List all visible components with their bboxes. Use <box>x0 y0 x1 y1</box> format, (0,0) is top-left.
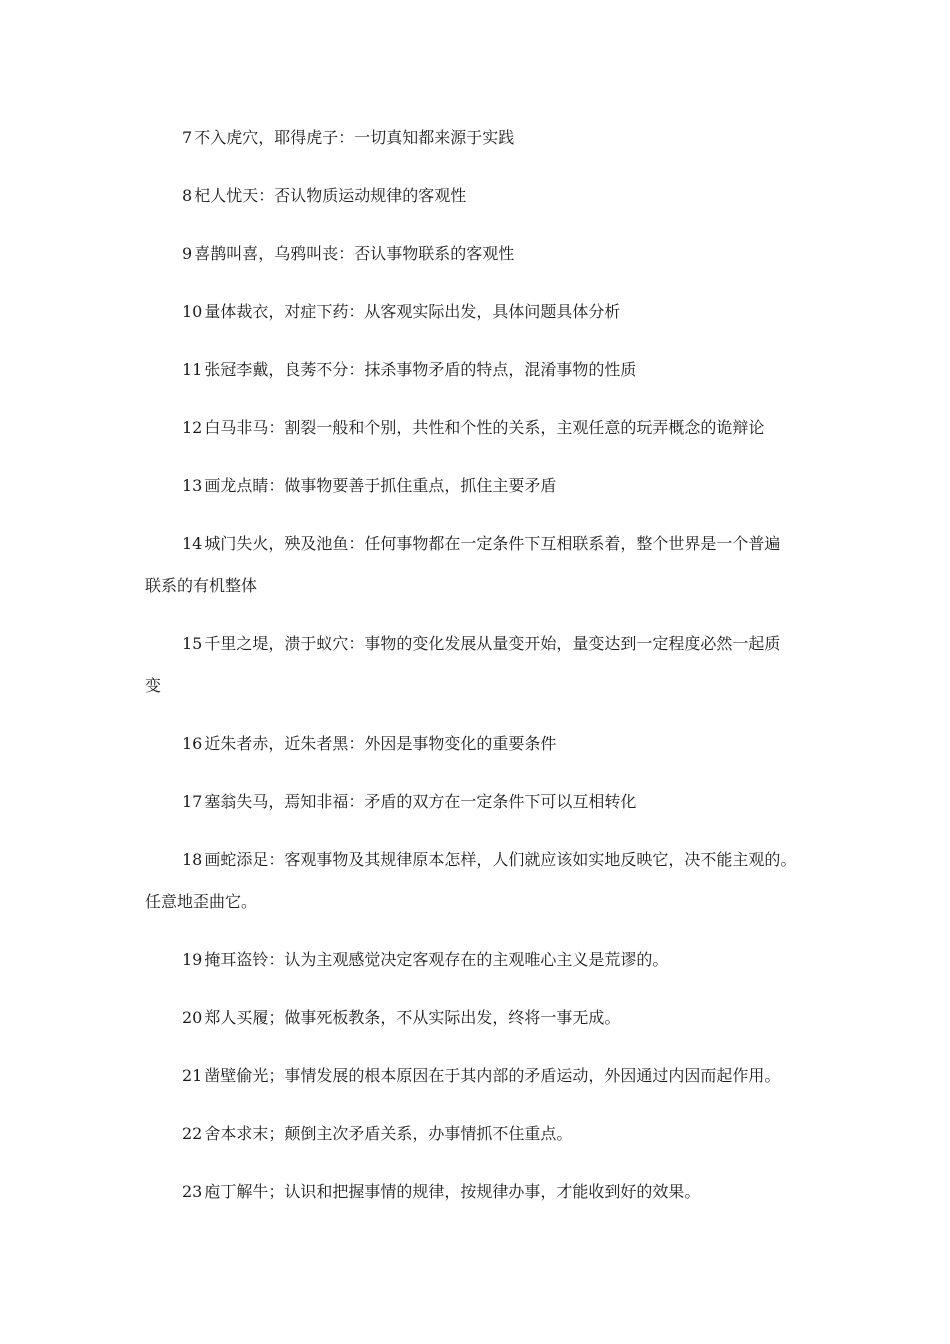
entry-text: 掩耳盗铃：认为主观感觉决定客观存在的主观唯心主义是荒谬的。 <box>204 950 669 969</box>
entry-text: 近朱者赤，近朱者黑：外因是事物变化的重要条件 <box>204 734 557 753</box>
entry-text: 喜鹊叫喜，乌鸦叫丧：否认事物联系的客观性 <box>194 244 515 263</box>
entry-number: 22 <box>182 1124 203 1143</box>
idiom-entry-9 <box>145 246 825 262</box>
entry-number: 8 <box>182 186 193 205</box>
entry-number: 19 <box>182 950 203 969</box>
idiom-entry-15 <box>145 636 825 694</box>
entry-text: 量体裁衣，对症下药：从客观实际出发，具体问题具体分析 <box>204 302 621 321</box>
entry-number: 11 <box>182 360 203 379</box>
entry-number: 17 <box>182 792 203 811</box>
entry-number: 16 <box>182 734 203 753</box>
entry-continuation: 变 <box>145 676 162 695</box>
idiom-entry-17 <box>145 794 825 810</box>
idiom-entry-16 <box>145 736 825 752</box>
entry-text: 杞人忧天：否认物质运动规律的客观性 <box>194 186 467 205</box>
idiom-entry-11 <box>145 362 825 378</box>
entry-continuation: 联系的有机整体 <box>145 576 258 595</box>
idiom-entry-23 <box>145 1184 825 1200</box>
entry-number: 15 <box>182 634 203 653</box>
entry-number: 12 <box>182 418 203 437</box>
entry-text: 不入虎穴，耶得虎子：一切真知都来源于实践 <box>194 128 515 147</box>
entry-text: 白马非马：割裂一般和个别，共性和个性的关系，主观任意的玩弄概念的诡辩论 <box>204 418 765 437</box>
entry-number: 13 <box>182 476 203 495</box>
idiom-entry-14 <box>145 536 825 594</box>
entry-text: 塞翁失马，焉知非福：矛盾的双方在一定条件下可以互相转化 <box>204 792 637 811</box>
entry-number: 20 <box>182 1008 203 1027</box>
entry-number: 21 <box>182 1066 203 1085</box>
idiom-entry-22 <box>145 1126 825 1142</box>
entry-number: 23 <box>182 1182 203 1201</box>
entry-text: 庖丁解牛；认识和把握事情的规律，按规律办事，才能收到好的效果。 <box>204 1182 701 1201</box>
entry-text: 舍本求末；颠倒主次矛盾关系，办事情抓不住重点。 <box>204 1124 573 1143</box>
idiom-entry-12 <box>145 420 825 436</box>
entry-text: 郑人买履；做事死板教条，不从实际出发，终将一事无成。 <box>204 1008 621 1027</box>
entry-number: 10 <box>182 302 203 321</box>
idiom-entry-8 <box>145 188 825 204</box>
idiom-entry-21 <box>145 1068 825 1084</box>
entry-number: 14 <box>182 534 203 553</box>
entry-number: 7 <box>182 128 193 147</box>
entry-text: 凿壁偷光；事情发展的根本原因在于其内部的矛盾运动，外因通过内因而起作用。 <box>204 1066 781 1085</box>
entry-continuation: 任意地歪曲它。 <box>145 892 258 911</box>
idiom-entry-20 <box>145 1010 825 1026</box>
entry-text: 千里之堤，溃于蚁穴：事物的变化发展从量变开始，量变达到一定程度必然一起质 <box>204 634 781 653</box>
entry-text: 画蛇添足：客观事物及其规律原本怎样，人们就应该如实地反映它，决不能主观的。 <box>204 850 797 869</box>
idiom-entry-10 <box>145 304 825 320</box>
idiom-entry-19 <box>145 952 825 968</box>
entry-text: 城门失火，殃及池鱼：任何事物都在一定条件下互相联系着，整个世界是一个普遍 <box>204 534 781 553</box>
entry-number: 18 <box>182 850 203 869</box>
idiom-entry-18 <box>145 852 825 910</box>
entry-number: 9 <box>182 244 193 263</box>
idiom-entry-13 <box>145 478 825 494</box>
idiom-entry-7 <box>145 130 825 146</box>
entry-text: 画龙点睛：做事物要善于抓住重点，抓住主要矛盾 <box>204 476 557 495</box>
entry-text: 张冠李戴，良莠不分：抹杀事物矛盾的特点，混淆事物的性质 <box>204 360 637 379</box>
